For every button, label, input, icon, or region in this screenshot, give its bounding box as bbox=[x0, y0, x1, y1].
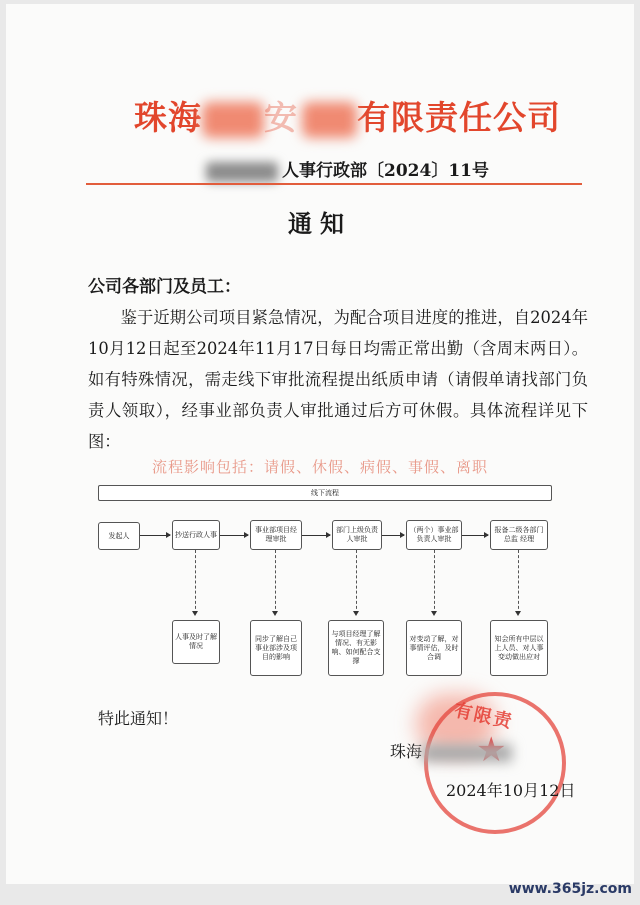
flow-step-initiator: 发起人 bbox=[98, 522, 140, 550]
flowchart bbox=[88, 482, 558, 692]
flow-note-directors: 知会所有中层以上人员、对人事变动做出应对 bbox=[490, 620, 548, 676]
header-divider bbox=[86, 183, 582, 185]
flow-step-manager: 部门上级负责人审批 bbox=[332, 520, 382, 550]
notice-title: 通知 bbox=[288, 209, 352, 238]
document-number bbox=[206, 156, 489, 182]
flow-step-pm: 事业部项目经理审批 bbox=[250, 520, 302, 550]
redacted-signature bbox=[422, 744, 512, 762]
flow-step-hr: 抄送行政人事 bbox=[172, 520, 220, 550]
flow-note-division-head: 对变动了解，对事情评估，及时合调 bbox=[406, 620, 462, 676]
closing-remark: 特此通知！ bbox=[98, 709, 179, 728]
redacted-name bbox=[302, 102, 357, 138]
flow-arrow bbox=[302, 535, 330, 536]
signature-prefix: 珠海 bbox=[390, 742, 423, 761]
salutation: 公司各部门及员工： bbox=[88, 277, 241, 297]
company-name-suffix: 有限责任公司 bbox=[357, 98, 561, 137]
flow-connector bbox=[518, 550, 519, 614]
company-name-prefix: 珠海 bbox=[134, 98, 202, 137]
notice-body: 鉴于近期公司项目紧急情况，为配合项目进度的推进，自2024年10月12日起至2024年11月17日每日均需正常出勤（含周末两日）。如有特殊情况，需走线下审批流程提出纸质申请（请假单请找部门负责人领取），经事业部负责人审批通过后方可休假。具体流程详见下图： bbox=[88, 308, 588, 451]
redacted-prefix bbox=[206, 162, 278, 182]
flow-note-manager: 与项目经理了解情况、有无影响、如何配合支撑 bbox=[328, 620, 384, 676]
flow-connector bbox=[195, 550, 196, 614]
document-number-text: 人事行政部〔2024〕11号 bbox=[282, 161, 489, 181]
document-page bbox=[6, 4, 634, 884]
flow-connector bbox=[356, 550, 357, 614]
company-letterhead bbox=[134, 92, 561, 139]
signature-company bbox=[390, 739, 512, 762]
flow-step-division-head: （两个）事业部负责人审批 bbox=[406, 520, 462, 550]
redacted-name bbox=[202, 102, 264, 138]
flow-note-hr: 人事及时了解情况 bbox=[172, 620, 220, 664]
flowchart-title: 流程影响包括：请假、休假、病假、事假、离职 bbox=[151, 458, 488, 476]
flow-arrow bbox=[462, 535, 488, 536]
seal-text: 有限责 bbox=[452, 699, 516, 733]
flow-arrow bbox=[140, 535, 170, 536]
flow-arrow bbox=[382, 535, 404, 536]
company-name-mid: 安 bbox=[264, 98, 298, 137]
site-watermark: www.365jz.com bbox=[508, 881, 632, 897]
flow-note-pm: 同步了解自己事业部涉及项目的影响 bbox=[250, 620, 302, 676]
signature-date: 2024年10月12日 bbox=[446, 781, 576, 800]
flowchart-banner: 线下流程 bbox=[98, 485, 552, 501]
flow-step-directors: 报备二级各部门总监 经理 bbox=[490, 520, 548, 550]
flow-connector bbox=[434, 550, 435, 614]
flow-arrow bbox=[220, 535, 248, 536]
flow-connector bbox=[275, 550, 276, 614]
